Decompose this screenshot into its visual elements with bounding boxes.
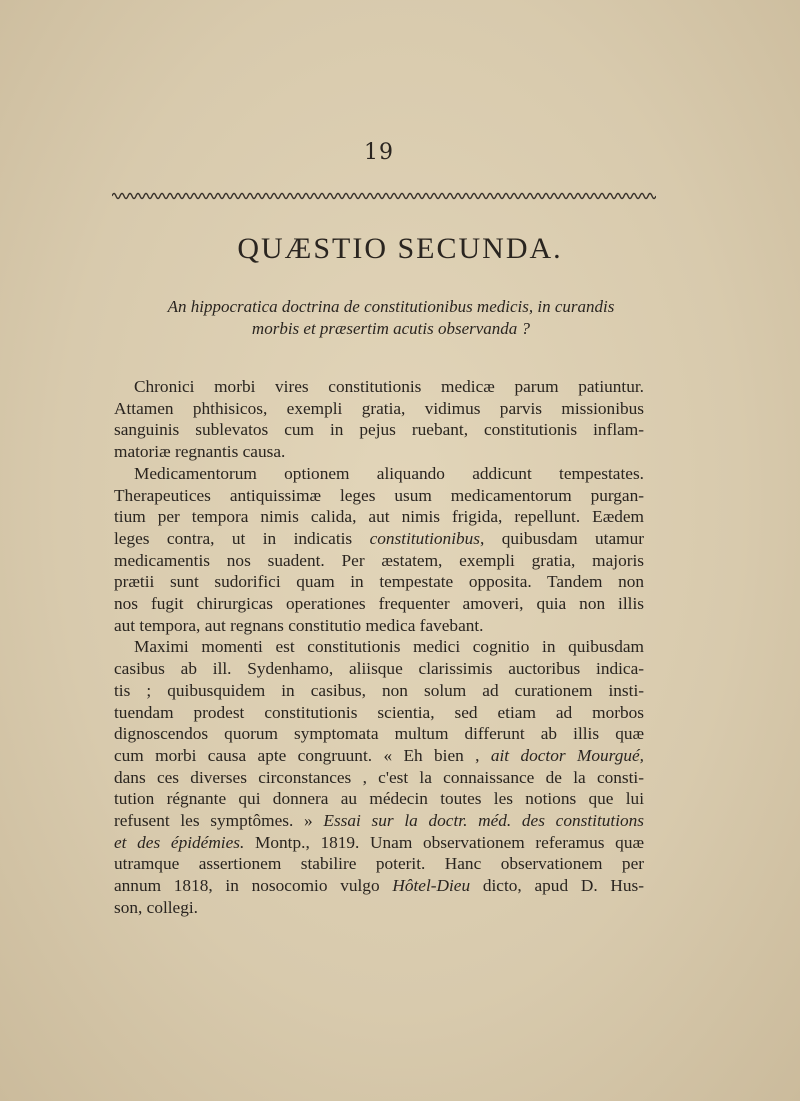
text-run: Montp., 1819. Unam observationem referamus quæ [255,832,644,852]
text-run: annum 1818, in nosocomio vulgo [114,876,393,896]
text-line: tuendam prodest constitutionis scientia, sed etiam ad morbos [114,702,644,722]
page-number: 19 [364,140,394,165]
text-line [114,528,644,550]
text-line: dignoscendos quorum symptomata multum differunt ab illis quæ [114,724,644,744]
question-line: An hippocratica doctrina de constitutionibus medicis, in curandis [167,297,615,316]
body-text [114,376,644,919]
text-line [114,810,644,832]
question-line: morbis et præsertim acutis observanda ? [251,319,531,338]
decorative-rule [112,190,656,202]
paragraph-2 [114,463,644,637]
italic-term: Hôtel-Dieu [392,876,471,896]
text-line: tis ; quibusquidem in casibus, non solum ad curationem insti- [114,680,644,700]
italic-citation: et des épidémies. [114,832,245,852]
paragraph-1 [114,376,644,463]
italic-citation: ait doctor Mourgué, [490,745,644,765]
text-line: Therapeutices antiquissimæ leges usum medicamentorum purgan- [114,485,644,505]
text-run: , quibusdam utamur [480,528,644,548]
text-line [114,745,644,767]
text-line: casibus ab ill. Sydenhamo, aliisque clarissimis auctoribus indica- [114,659,644,679]
text-line: son, collegi. [114,897,198,917]
italic-term: constitutionibus [369,528,481,548]
text-line: sanguinis sublevatos cum in pejus ruebant, constitutionis inflam- [114,420,644,440]
text-line: nos fugit chirurgicas operationes frequenter amoveri, quia non illis [114,594,644,614]
text-line: prætii sunt sudorifici quam in tempestate opposita. Tandem non [114,572,644,592]
text-run: leges contra, ut in indicatis [114,528,370,548]
text-run: dicto, apud D. Hus- [470,876,645,896]
text-line: utramque assertionem stabilire poterit. Hanc observationem per [114,854,644,874]
text-line [114,875,644,897]
text-line: aut tempora, aut regnans constitutio medica favebant. [114,615,484,635]
text-line: Medicamentorum optionem aliquando addicunt tempestates. [134,463,644,483]
paragraph-3 [114,636,644,918]
text-line: Maximi momenti est constitutionis medici cognitio in quibusdam [134,637,644,657]
text-line: medicamentis nos suadent. Per æstatem, exempli gratia, majoris [114,550,644,570]
text-line: tution régnante qui donnera au médecin toutes les notions que lui [114,789,644,809]
text-line: Chronici morbi vires constitutionis medicæ parum patiuntur. [134,377,644,396]
question-heading [118,296,664,340]
text-run: cum morbi causa apte congruunt. « Eh bien , [114,745,491,765]
text-line: matoriæ regnantis causa. [114,442,286,462]
text-line: dans ces diverses circonstances , c'est la connaissance de la consti- [114,767,644,787]
text-line [114,832,644,854]
text-run: refusent les symptômes. » [114,811,324,831]
text-line: Attamen phthisicos, exempli gratia, vidimus parvis missionibus [114,398,644,418]
italic-citation: Essai sur la doctr. méd. des constitutions [323,811,644,831]
section-title: QUÆSTIO SECUNDA. [237,232,563,265]
text-line: tium per tempora nimis calida, aut nimis frigida, repellunt. Eædem [114,507,644,527]
